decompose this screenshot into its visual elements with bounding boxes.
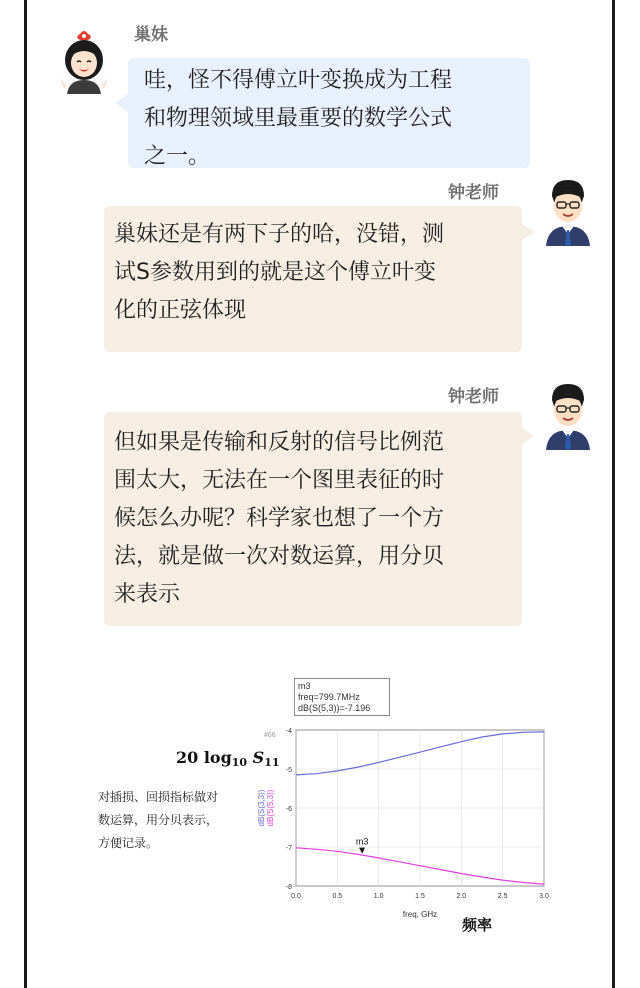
y-tick-label: -5 bbox=[285, 767, 292, 774]
marker-m3-label: m3 bbox=[355, 836, 369, 847]
frequency-caption: 频率 bbox=[462, 916, 493, 934]
db-formula: 20 $\log_{10} S_{11}$ bbox=[176, 748, 280, 769]
message-line: 哇，怪不得傅立叶变换成为工程 bbox=[144, 68, 453, 93]
speaker-name-zhong: 钟老师 bbox=[448, 387, 499, 407]
grid bbox=[296, 730, 544, 886]
x-tick-label: 2.5 bbox=[497, 893, 508, 900]
bubble-tail bbox=[520, 426, 534, 446]
x-tick-label: 0.0 bbox=[291, 893, 301, 900]
message-line: 化的正弦体现 bbox=[114, 298, 247, 323]
message-bubble-zhong bbox=[104, 206, 522, 352]
message-line: 巢妹还是有两下子的哈，没错，测 bbox=[114, 222, 445, 247]
y-axis-ticks bbox=[286, 728, 292, 891]
y-tick-label: -8 bbox=[285, 884, 292, 891]
message-line: 来表示 bbox=[114, 582, 181, 607]
marker-name: m3 bbox=[298, 681, 311, 691]
bubble-tail bbox=[520, 222, 534, 242]
x-axis-label: freq, GHz bbox=[402, 910, 438, 919]
y-tick-label: -6 bbox=[285, 806, 292, 813]
x-tick-label: 3.0 bbox=[539, 893, 549, 900]
message-line: 试S参数用到的就是这个傅立叶变 bbox=[114, 260, 436, 285]
avatar-chaomei bbox=[58, 28, 110, 96]
y-tick-label: -7 bbox=[285, 845, 292, 852]
avatar-zhong bbox=[542, 176, 594, 246]
x-tick-label: 0.5 bbox=[332, 893, 343, 900]
speaker-name-chaomei: 巢妹 bbox=[134, 25, 168, 45]
panel-right-border bbox=[612, 0, 615, 988]
avatar-zhong bbox=[542, 380, 594, 450]
note-line: 对插损、回损指标做对 bbox=[98, 790, 219, 804]
x-axis-ticks bbox=[291, 893, 549, 900]
figure-note bbox=[98, 786, 248, 855]
y-axis-label-s53: dB(S(5,3)) bbox=[266, 789, 275, 827]
y-tick-label: -4 bbox=[285, 728, 292, 735]
corner-label: #66 bbox=[264, 732, 276, 739]
message-line: 法，就是做一次对数运算，用分贝 bbox=[114, 544, 445, 569]
message-line: 但如果是传输和反射的信号比例范 bbox=[114, 430, 445, 455]
message-line: 围太大，无法在一个图里表征的时 bbox=[114, 468, 445, 493]
message-line: 和物理领域里最重要的数学公式 bbox=[144, 106, 453, 131]
bubble-tail bbox=[115, 93, 129, 113]
marker-value: dB(S(5,3))=-7.196 bbox=[298, 703, 371, 713]
marker-freq: freq=799.7MHz bbox=[298, 692, 360, 702]
x-tick-label: 1.5 bbox=[415, 893, 425, 900]
message-line: 之一。 bbox=[144, 144, 211, 169]
s-parameter-chart bbox=[250, 720, 560, 920]
x-tick-label: 1.0 bbox=[373, 893, 384, 900]
y-axis-label-s33: dB(S(3,3)) bbox=[257, 789, 266, 827]
note-line: 数运算，用分贝表示， bbox=[98, 813, 219, 827]
speaker-name-zhong: 钟老师 bbox=[448, 183, 499, 203]
x-tick-label: 2.0 bbox=[456, 893, 467, 900]
panel-left-border bbox=[24, 0, 27, 988]
note-line: 方便记录。 bbox=[98, 836, 159, 850]
message-line: 候怎么办呢？科学家也想了一个方 bbox=[114, 506, 445, 531]
marker-m3-triangle bbox=[359, 848, 365, 854]
message-bubble-zhong bbox=[104, 412, 522, 626]
message-bubble-chaomei bbox=[128, 58, 530, 168]
marker-readout bbox=[294, 678, 390, 716]
